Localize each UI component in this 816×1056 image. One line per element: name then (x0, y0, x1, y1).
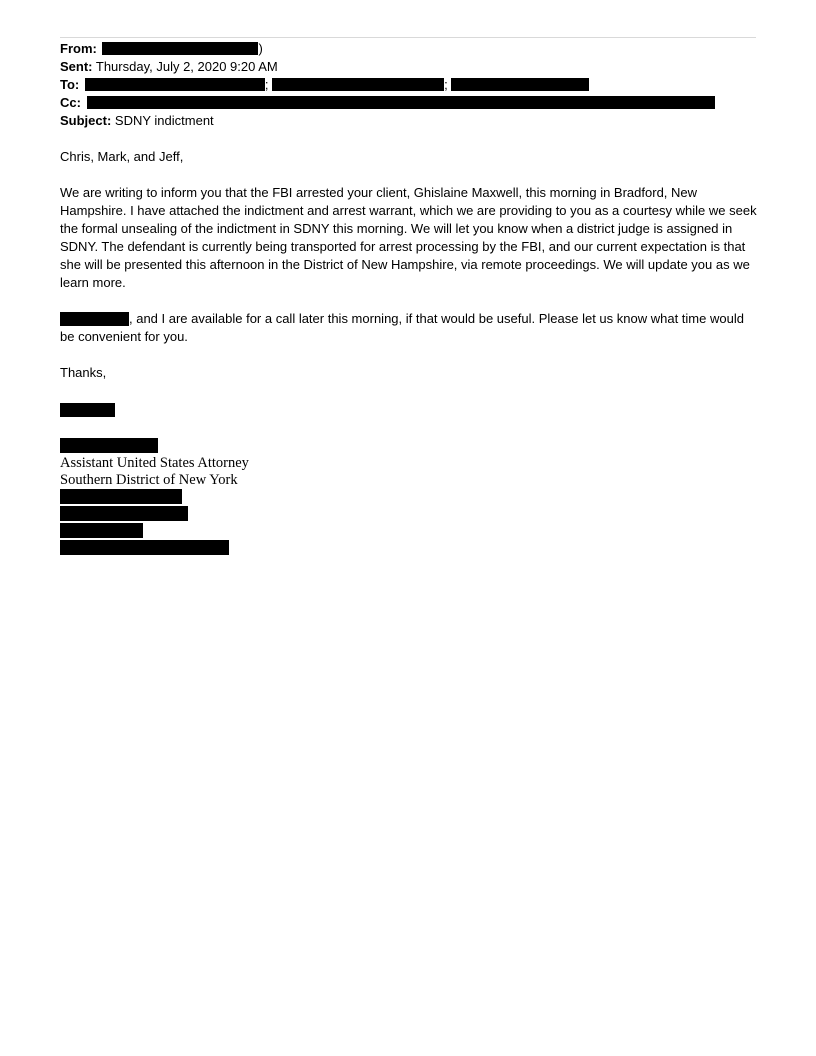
from-tail: ) (258, 41, 263, 56)
header-divider (60, 37, 756, 38)
cc-redaction (87, 96, 715, 109)
sent-label: Sent: (60, 59, 93, 74)
greeting: Chris, Mark, and Jeff, (60, 149, 184, 164)
from-label: From: (60, 41, 97, 56)
from-row (60, 40, 760, 58)
to-redaction-1 (85, 78, 265, 91)
subject-value: SDNY indictment (114, 113, 214, 128)
signature-title: Assistant United States Attorney (60, 455, 249, 471)
closing: Thanks, (60, 365, 107, 380)
signature-office: Southern District of New York (60, 472, 238, 488)
body-paragraph-2 (60, 310, 760, 346)
body-paragraph-2-text: , and I are available for a call later this morning, if that would be useful. Please let us know what time would be convenient for you. (60, 311, 744, 344)
signature-name-redaction (60, 438, 158, 453)
signature-address-redaction (60, 489, 182, 504)
to-label: To: (60, 77, 80, 92)
subject-row (60, 112, 760, 130)
to-row (60, 76, 760, 94)
to-separator-1: ; (264, 77, 269, 92)
cc-row (60, 94, 760, 112)
email-header (60, 40, 760, 130)
to-redaction-2 (272, 78, 444, 91)
sent-value: Thursday, July 2, 2020 9:20 AM (95, 59, 278, 74)
signature-city-redaction (60, 506, 188, 521)
from-redaction (102, 42, 258, 55)
sent-row (60, 58, 760, 76)
sender-name-redaction (60, 403, 115, 417)
to-separator-2: ; (444, 77, 448, 92)
body-paragraph-1: We are writing to inform you that the FBI arrested your client, Ghislaine Maxwell, this morning in Bradford, New Hampshire. I have attached the indictment and arrest warrant, which we are providing to you as a courtesy while we seek the formal unsealing of the indictment in SDNY this morning. We will let you know when a district judge is assigned in SDNY. The defendant is currently being transported for arrest processing by the FBI, and our current expectation is that she will be presented this afternoon in the District of New Hampshire, via remote proceedings. We will update you as we learn more. (60, 185, 757, 290)
to-redaction-3 (451, 78, 589, 91)
name-redaction (60, 312, 129, 326)
subject-label: Subject: (60, 113, 112, 128)
signature-phone-redaction (60, 523, 143, 538)
cc-label: Cc: (60, 95, 81, 110)
signature-email-redaction (60, 540, 229, 555)
